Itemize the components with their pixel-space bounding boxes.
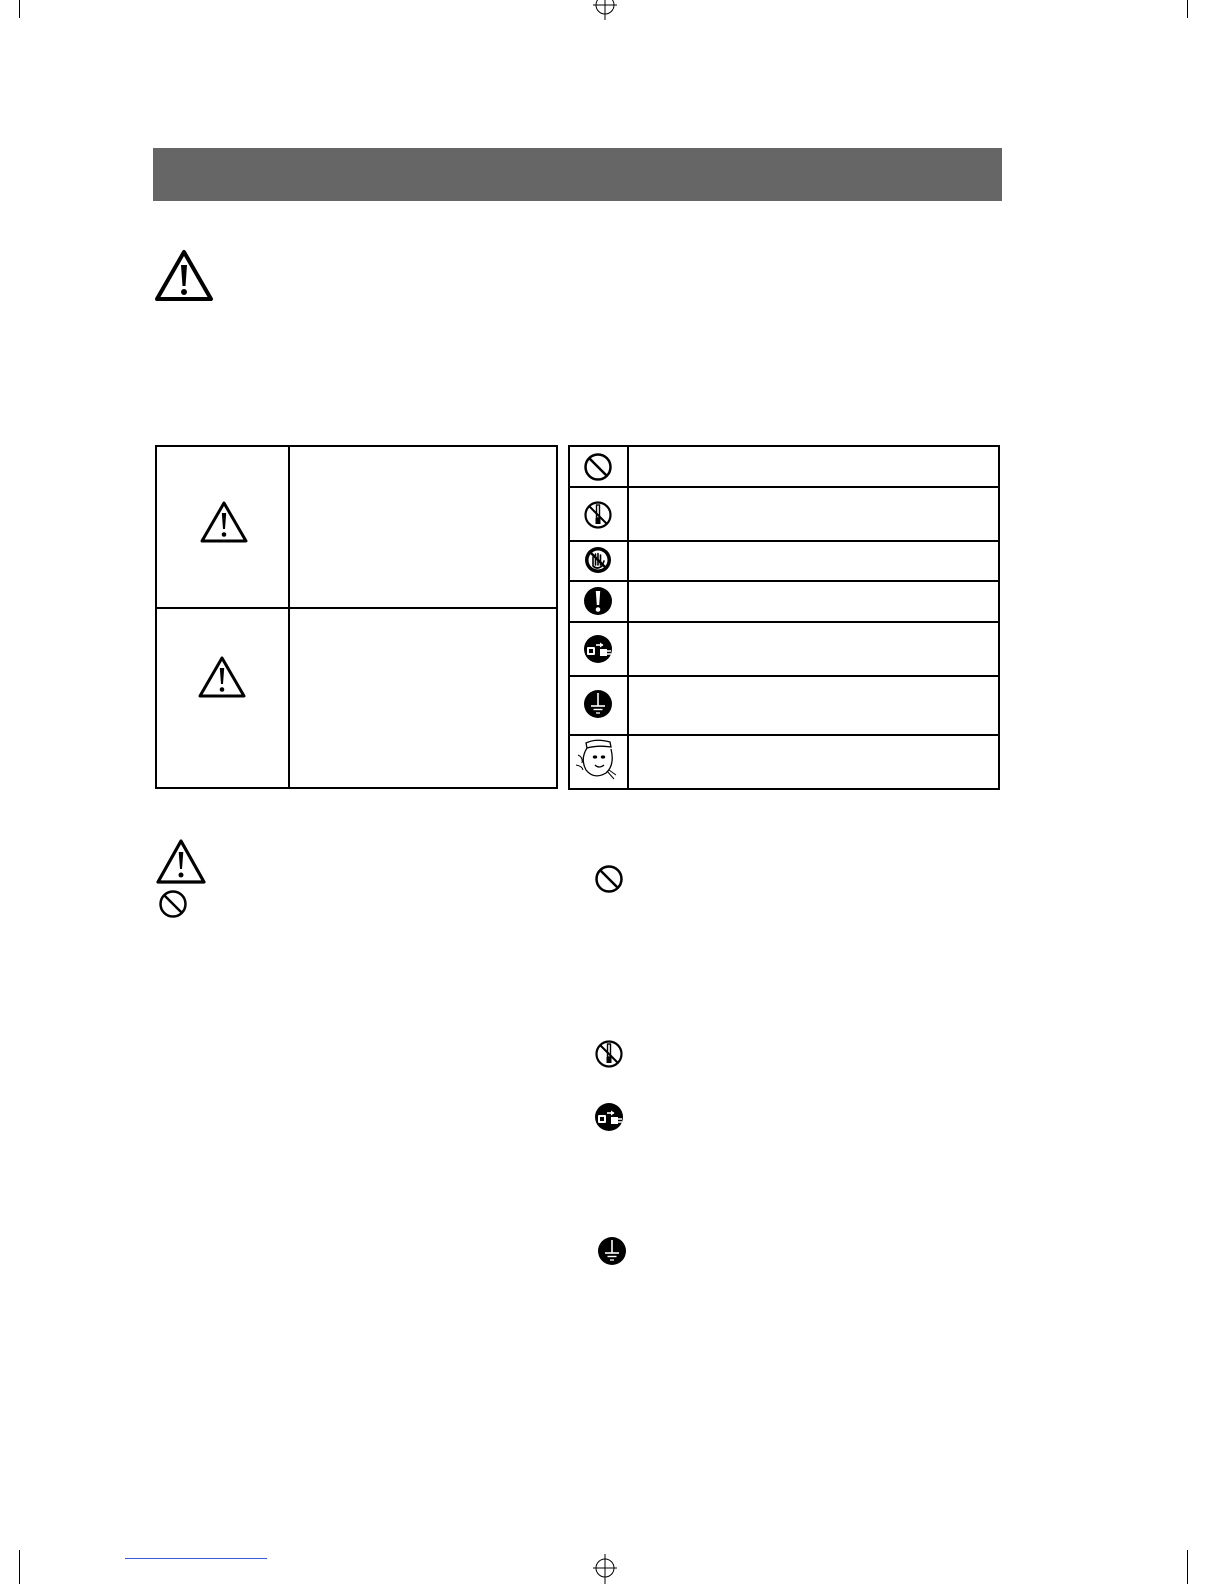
table-divider (627, 445, 629, 790)
table-divider (568, 580, 1000, 582)
crop-mark (19, 0, 20, 18)
do-not-disassemble-icon (583, 498, 613, 532)
symbol-legend-frame (568, 445, 1000, 790)
prohibition-icon (594, 864, 624, 894)
table-divider (568, 486, 1000, 488)
do-not-touch-icon (583, 545, 613, 575)
warning-triangle-icon (153, 248, 215, 303)
crop-mark (19, 1550, 20, 1584)
unplug-icon (594, 1102, 624, 1132)
table-divider (568, 675, 1000, 677)
registration-mark-icon (591, 0, 619, 20)
table-divider (568, 540, 1000, 542)
table-divider (155, 607, 558, 609)
prohibition-icon (583, 452, 613, 482)
mandatory-action-icon (583, 585, 613, 617)
crop-mark (1187, 0, 1188, 18)
ground-icon (597, 1235, 627, 1267)
crop-mark (1187, 1550, 1188, 1584)
footer-underline (125, 1558, 267, 1559)
ground-icon (583, 688, 613, 720)
caution-triangle-icon (197, 655, 247, 699)
table-divider (568, 621, 1000, 623)
do-not-disassemble-icon (594, 1037, 624, 1071)
prohibition-icon (158, 889, 188, 919)
warning-triangle-icon (155, 838, 207, 885)
table-divider (568, 734, 1000, 736)
unplug-icon (583, 634, 613, 664)
table-divider (288, 445, 290, 789)
section-header-bar (153, 148, 1002, 201)
registration-mark-icon (591, 1554, 619, 1584)
warning-triangle-icon (199, 500, 249, 544)
safety-level-table-frame (155, 445, 558, 789)
hazard-face-icon (574, 737, 620, 783)
